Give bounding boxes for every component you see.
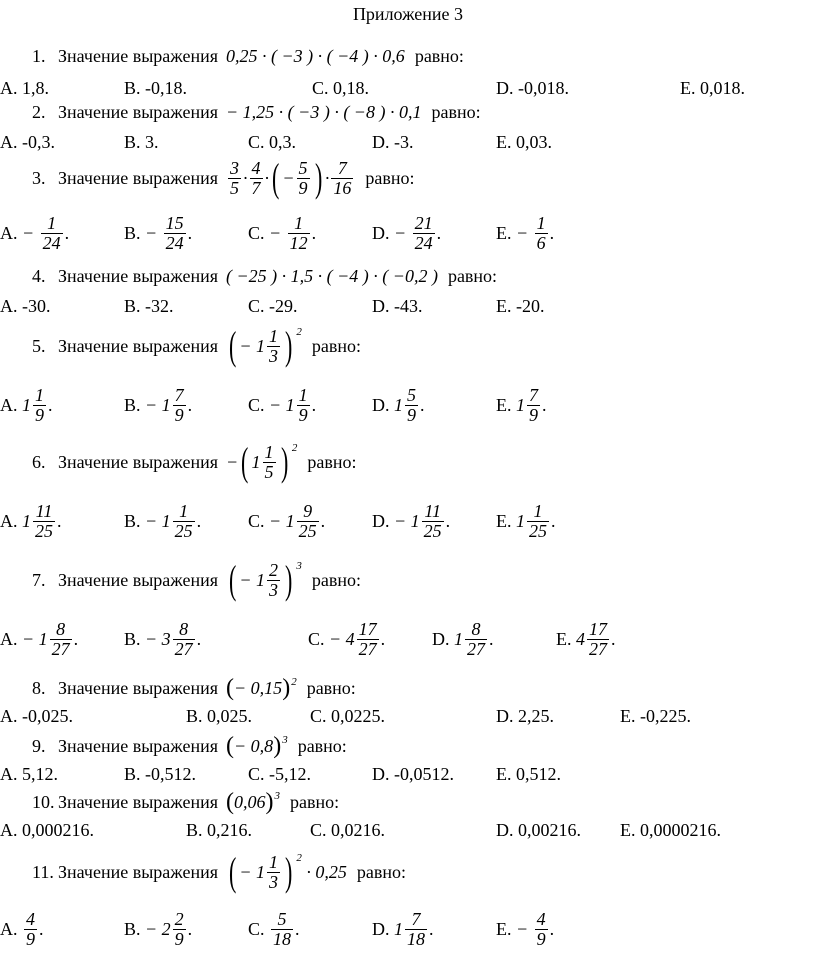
option-d[interactable]: D. − $\frac{21}{24}$ . <box>372 213 442 253</box>
expression: ( − 1 $\frac{1}{3}$ ) $^2$ <box>229 323 302 368</box>
question-7 <box>32 557 361 602</box>
option-label: D. <box>432 628 450 649</box>
option-label: D. <box>372 918 390 939</box>
fraction: $\frac{1}{9}$ <box>35 385 44 425</box>
question-4 <box>32 266 497 287</box>
option-sign: − <box>269 222 282 243</box>
option-whole: 4 <box>576 628 585 649</box>
option-whole: 1 <box>394 918 403 939</box>
question-prefix: Значение выражения <box>58 861 219 882</box>
options-row-4 <box>0 296 816 326</box>
fraction: $\frac{1}{3}$ <box>269 851 279 892</box>
question-suffix: равно: <box>311 569 361 590</box>
options-row-8 <box>0 706 816 736</box>
option-sign: − <box>145 628 158 649</box>
fraction: $\frac{5}{18}$ <box>273 909 292 949</box>
fraction: $\frac{1}{25}$ <box>529 501 547 541</box>
option-c[interactable]: C. − 1 $\frac{9}{25}$ . <box>248 501 326 541</box>
option-label: C. <box>308 628 325 649</box>
question-suffix: равно: <box>297 735 347 756</box>
option-b[interactable]: B. − 1 $\frac{7}{9}$ . <box>124 385 193 425</box>
fraction: $\frac{21}{24}$ <box>414 213 433 253</box>
fraction: $\frac{17}{27}$ <box>358 619 377 659</box>
option-e[interactable]: E. -0,225. <box>620 706 691 726</box>
options-row-6 <box>0 502 816 548</box>
options-row-3 <box>0 214 816 260</box>
question-9 <box>32 734 347 758</box>
fraction: $\frac{1}{9}$ <box>298 385 308 425</box>
options-row-7 <box>0 620 816 666</box>
option-d[interactable]: D. 1 $\frac{5}{9}$ . <box>372 385 425 425</box>
option-whole: 1 <box>22 394 31 415</box>
option-sign: − <box>269 394 282 415</box>
question-prefix: Значение выражения <box>58 451 219 472</box>
fraction: $\frac{3}{5}$ <box>230 157 240 198</box>
fraction: $\frac{7}{18}$ <box>407 909 425 949</box>
option-label: B. <box>124 510 141 531</box>
expression: ( 0,06 ) $^3$ <box>226 789 281 815</box>
option-whole: 1 <box>38 628 48 649</box>
option-label: C. <box>248 394 265 415</box>
option-label: E. <box>556 628 572 649</box>
option-whole: 1 <box>161 394 171 415</box>
fraction: $\frac{1}{6}$ <box>536 213 546 253</box>
option-b[interactable]: B. -0,512. <box>124 764 196 784</box>
option-c[interactable]: C. -5,12. <box>248 764 311 784</box>
options-row-11 <box>0 910 816 956</box>
fraction: $\frac{7}{16}$ <box>333 157 352 198</box>
option-sign: − <box>516 222 529 243</box>
question-number: 2. <box>32 102 46 122</box>
question-suffix: равно: <box>290 791 340 812</box>
option-sign: − <box>145 222 158 243</box>
fraction: $\frac{1}{12}$ <box>289 213 308 253</box>
option-whole: 1 <box>454 628 463 649</box>
option-e[interactable]: E. 0,0000216. <box>620 820 721 840</box>
option-c[interactable]: C. 0,18. <box>312 78 370 98</box>
option-a[interactable]: A. $\frac{4}{9}$ . <box>0 909 44 949</box>
question-prefix: Значение выражения <box>58 677 219 698</box>
option-sign: − <box>22 222 35 243</box>
option-sign: − <box>394 222 407 243</box>
question-prefix: Значение выражения <box>58 791 219 812</box>
question-2 <box>32 102 481 123</box>
option-whole: 1 <box>394 394 403 415</box>
question-prefix: Значение выражения <box>58 266 219 286</box>
option-whole: 2 <box>161 918 171 939</box>
option-b[interactable]: B. − $\frac{15}{24}$ . <box>124 213 193 253</box>
question-suffix: равно: <box>356 861 406 882</box>
expression: 0,25 · ( −3 ) · ( −4 ) · 0,6 <box>226 46 405 66</box>
question-5 <box>32 323 361 368</box>
question-suffix: равно: <box>431 102 481 122</box>
fraction: $\frac{17}{27}$ <box>589 619 607 659</box>
option-b[interactable]: B. -32. <box>124 296 174 316</box>
option-label: C. <box>248 510 265 531</box>
option-label: E. <box>496 918 512 939</box>
option-a[interactable]: A. − 1 $\frac{8}{27}$ . <box>0 619 79 659</box>
expression: $\frac{3}{5}$ · $\frac{4}{7}$ · ( − $\frac{5}{9}$ ) · $\frac{7}{16}$ <box>230 155 352 200</box>
question-number: 11. <box>32 861 54 882</box>
fraction: $\frac{1}{24}$ <box>42 213 61 253</box>
fraction: $\frac{15}{24}$ <box>165 213 184 253</box>
option-d[interactable]: D. 1 $\frac{8}{27}$ . <box>432 619 494 659</box>
question-prefix: Значение выражения <box>58 569 219 590</box>
option-whole: 1 <box>516 510 525 531</box>
expression: ( − 0,8 ) $^3$ <box>226 733 288 759</box>
expression: − 1,25 · ( −3 ) · ( −8 ) · 0,1 <box>226 102 422 122</box>
option-label: E. <box>496 222 512 243</box>
question-suffix: равно: <box>365 167 415 188</box>
option-a[interactable]: A. 1,8. <box>0 78 49 98</box>
question-10 <box>32 790 339 814</box>
option-e[interactable]: E. 1 $\frac{1}{25}$ . <box>496 501 556 541</box>
option-d[interactable]: D. 1 $\frac{7}{18}$ . <box>372 909 434 949</box>
option-e[interactable]: E. 4 $\frac{17}{27}$ . <box>556 619 616 659</box>
question-suffix: равно: <box>447 266 498 286</box>
option-e[interactable]: E. − $\frac{4}{9}$ . <box>496 909 555 949</box>
question-3 <box>32 155 415 200</box>
question-11 <box>32 849 406 894</box>
option-b[interactable]: B. 0,025. <box>186 706 253 726</box>
option-whole: 1 <box>516 394 525 415</box>
fraction: $\frac{7}{9}$ <box>529 385 538 425</box>
option-c[interactable]: C. − 4 $\frac{17}{27}$ . <box>308 619 386 659</box>
option-e[interactable]: E. 1 $\frac{7}{9}$ . <box>496 385 547 425</box>
option-whole: 1 <box>285 394 295 415</box>
option-c[interactable]: C. 0,0225. <box>310 706 386 726</box>
option-d[interactable]: D. 2,25. <box>496 706 554 726</box>
option-b[interactable]: B. 0,216. <box>186 820 253 840</box>
option-label: D. <box>372 510 390 531</box>
fraction: $\frac{2}{9}$ <box>174 909 184 949</box>
question-prefix: Значение выражения <box>58 167 219 188</box>
option-c[interactable]: C. $\frac{5}{18}$ . <box>248 909 300 949</box>
option-label: A. <box>0 918 18 939</box>
option-sign: − <box>516 918 529 939</box>
option-d[interactable]: D. -43. <box>372 296 423 316</box>
option-sign: − <box>145 510 158 531</box>
fraction: $\frac{1}{25}$ <box>174 501 193 541</box>
option-label: A. <box>0 510 18 531</box>
option-label: A. <box>0 394 18 415</box>
option-c[interactable]: C. 0,0216. <box>310 820 386 840</box>
option-b[interactable]: B. 3. <box>124 132 159 152</box>
option-label: C. <box>248 222 265 243</box>
expression: ( − 1 $\frac{1}{3}$ ) $^2$ · 0,25 <box>229 849 347 894</box>
options-row-5 <box>0 386 816 432</box>
question-number: 8. <box>32 677 46 698</box>
option-sign: − <box>394 510 407 531</box>
fraction: $\frac{8}{27}$ <box>51 619 70 659</box>
question-number: 6. <box>32 451 46 472</box>
option-label: D. <box>372 394 390 415</box>
option-b[interactable]: B. − 3 $\frac{8}{27}$ . <box>124 619 202 659</box>
fraction: $\frac{4}{7}$ <box>251 157 261 198</box>
fraction: $\frac{2}{3}$ <box>269 559 279 600</box>
question-6 <box>32 439 357 484</box>
option-whole: 1 <box>22 510 31 531</box>
question-number: 3. <box>32 167 46 188</box>
option-sign: − <box>329 628 342 649</box>
option-a[interactable]: A. -0,3. <box>0 132 55 152</box>
option-label: A. <box>0 628 18 649</box>
fraction: $\frac{11}{25}$ <box>423 501 442 541</box>
question-prefix: Значение выражения <box>58 46 219 66</box>
fraction: $\frac{11}{25}$ <box>35 501 53 541</box>
expression: ( − 0,15 ) $^2$ <box>226 675 297 701</box>
option-e[interactable]: E. -20. <box>496 296 545 316</box>
question-suffix: равно: <box>306 677 356 698</box>
option-c[interactable]: C. 0,3. <box>248 132 297 152</box>
option-sign: − <box>269 510 282 531</box>
fraction: $\frac{4}{9}$ <box>26 909 35 949</box>
option-d[interactable]: D. 0,00216. <box>496 820 581 840</box>
question-number: 4. <box>32 266 46 286</box>
option-c[interactable]: C. -29. <box>248 296 298 316</box>
question-suffix: равно: <box>311 335 361 356</box>
option-b[interactable]: B. − 2 $\frac{2}{9}$ . <box>124 909 193 949</box>
option-label: B. <box>124 628 141 649</box>
option-a[interactable]: A. 1 $\frac{1}{9}$ . <box>0 385 53 425</box>
question-suffix: равно: <box>307 451 357 472</box>
option-label: B. <box>124 394 141 415</box>
option-b[interactable]: B. -0,18. <box>124 78 187 98</box>
option-d[interactable]: D. − 1 $\frac{11}{25}$ . <box>372 501 451 541</box>
question-prefix: Значение выражения <box>58 735 219 756</box>
option-whole: 1 <box>410 510 420 531</box>
option-a[interactable]: A. -0,025. <box>0 706 73 726</box>
fraction: $\frac{1}{5}$ <box>264 441 274 482</box>
option-label: D. <box>372 222 390 243</box>
option-a[interactable]: A. 5,12. <box>0 764 58 784</box>
option-label: C. <box>248 918 265 939</box>
expression: ( −25 ) · 1,5 · ( −4 ) · ( −0,2 ) <box>226 266 438 286</box>
question-number: 10. <box>32 791 55 812</box>
option-sign: − <box>145 394 158 415</box>
question-1 <box>32 46 464 67</box>
fraction: $\frac{9}{25}$ <box>298 501 317 541</box>
option-label: B. <box>124 222 141 243</box>
option-e[interactable]: E. 0,018. <box>680 78 745 98</box>
fraction: $\frac{8}{27}$ <box>174 619 193 659</box>
option-whole: 1 <box>285 510 295 531</box>
option-sign: − <box>22 628 35 649</box>
fraction: $\frac{1}{3}$ <box>269 325 279 366</box>
option-e[interactable]: E. 0,512. <box>496 764 561 784</box>
question-suffix: равно: <box>414 46 464 66</box>
option-label: E. <box>496 394 512 415</box>
option-b[interactable]: B. − 1 $\frac{1}{25}$ . <box>124 501 202 541</box>
option-e[interactable]: E. − $\frac{1}{6}$ . <box>496 213 555 253</box>
option-d[interactable]: D. -3. <box>372 132 414 152</box>
option-whole: 3 <box>161 628 171 649</box>
question-number: 5. <box>32 335 46 356</box>
fraction: $\frac{5}{9}$ <box>407 385 416 425</box>
options-row-10 <box>0 820 816 850</box>
expression: ( − 1 $\frac{2}{3}$ ) $^3$ <box>229 557 302 602</box>
option-label: B. <box>124 918 141 939</box>
option-a[interactable]: A. 0,000216. <box>0 820 94 840</box>
option-c[interactable]: C. − $\frac{1}{12}$ . <box>248 213 317 253</box>
option-e[interactable]: E. 0,03. <box>496 132 552 152</box>
option-a[interactable]: A. 1 $\frac{11}{25}$ . <box>0 501 62 541</box>
option-sign: − <box>145 918 158 939</box>
expression: − ( 1 $\frac{1}{5}$ ) $^2$ <box>226 439 298 484</box>
question-number: 7. <box>32 569 46 590</box>
question-number: 9. <box>32 735 46 756</box>
option-d[interactable]: D. -0,0512. <box>372 764 454 784</box>
option-whole: 1 <box>161 510 171 531</box>
option-d[interactable]: D. -0,018. <box>496 78 569 98</box>
question-8 <box>32 676 356 700</box>
fraction: $\frac{8}{27}$ <box>467 619 485 659</box>
fraction: $\frac{5}{9}$ <box>298 157 308 198</box>
option-label: A. <box>0 222 18 243</box>
option-a[interactable]: A. − $\frac{1}{24}$ . <box>0 213 70 253</box>
option-whole: 4 <box>345 628 355 649</box>
fraction: $\frac{7}{9}$ <box>174 385 184 425</box>
question-prefix: Значение выражения <box>58 335 219 356</box>
question-prefix: Значение выражения <box>58 102 219 122</box>
question-number: 1. <box>32 46 46 66</box>
fraction: $\frac{4}{9}$ <box>536 909 546 949</box>
option-c[interactable]: C. − 1 $\frac{1}{9}$ . <box>248 385 317 425</box>
option-label: E. <box>496 510 512 531</box>
option-a[interactable]: A. -30. <box>0 296 51 316</box>
page-title: Приложение 3 <box>352 4 464 24</box>
